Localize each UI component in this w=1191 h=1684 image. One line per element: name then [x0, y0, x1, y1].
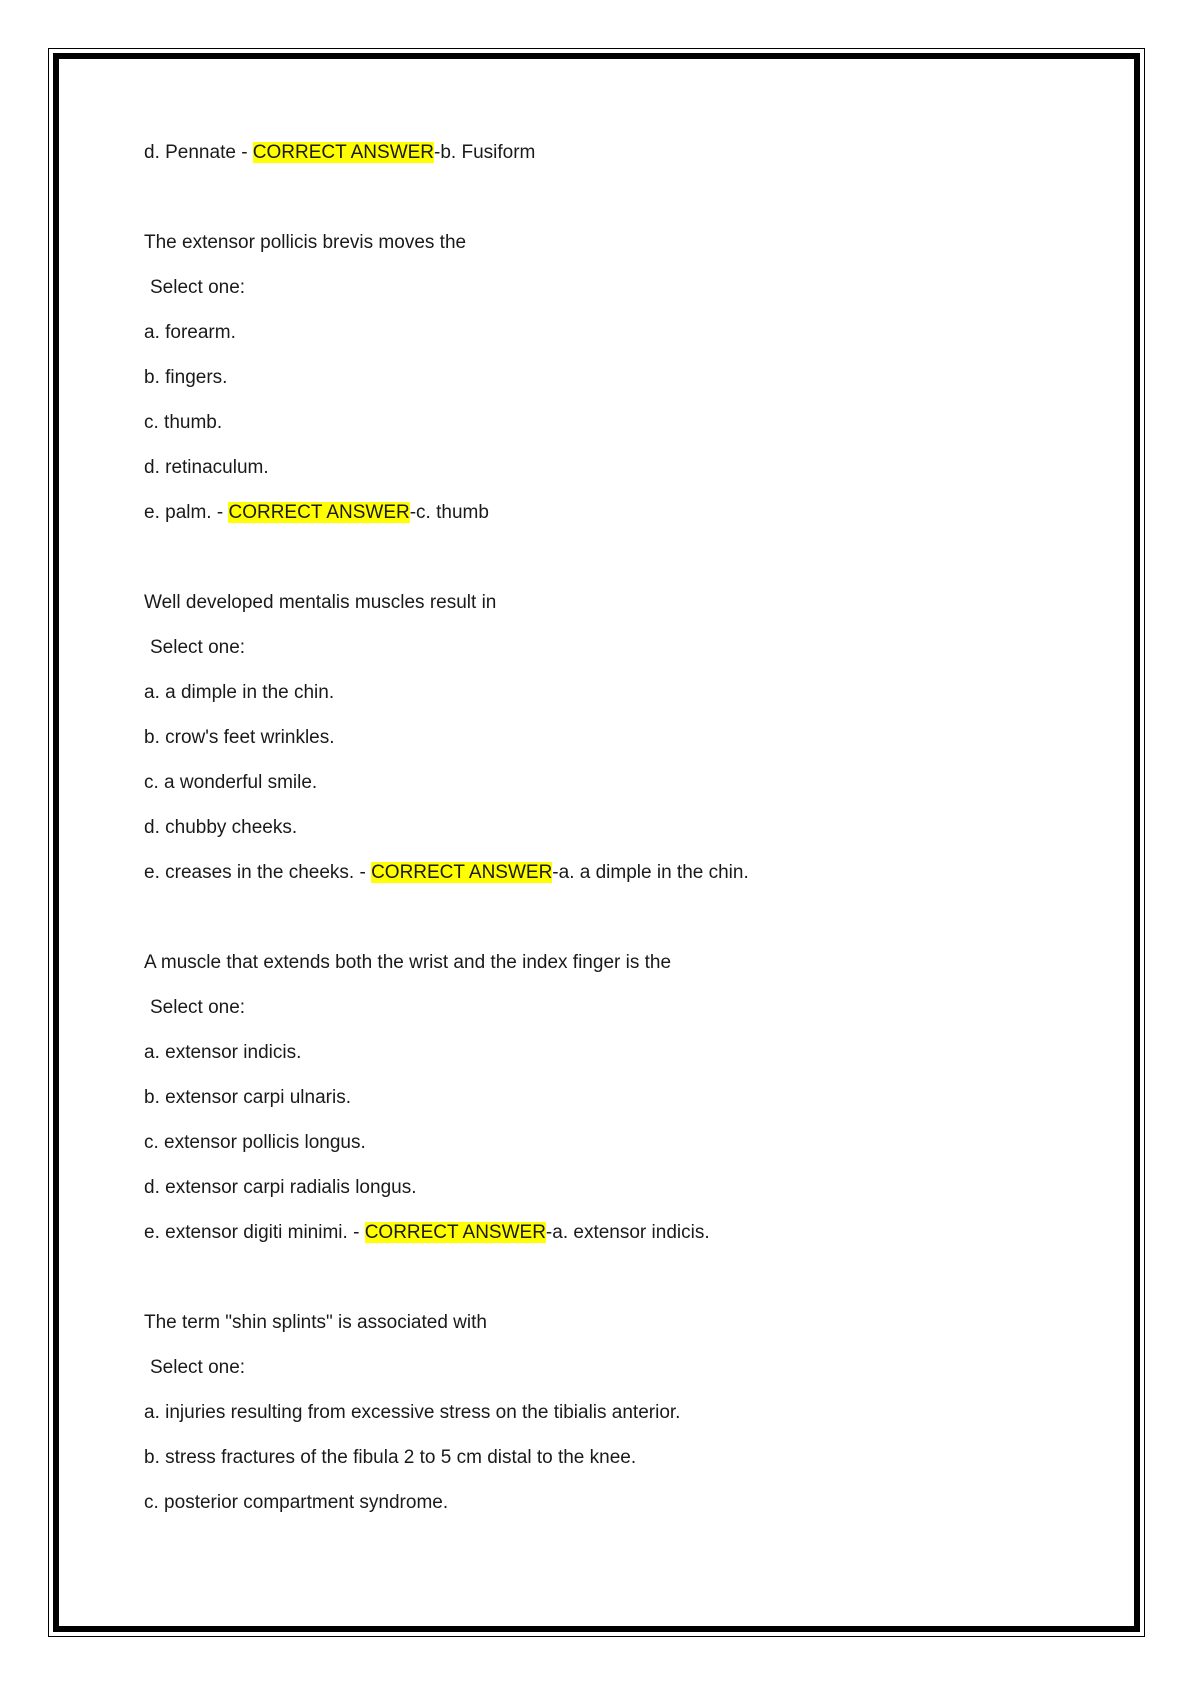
answer-line: e. palm. - CORRECT ANSWER-c. thumb	[144, 502, 489, 523]
option-c: c. extensor pollicis longus.	[144, 1132, 366, 1153]
option-c: c. posterior compartment syndrome.	[144, 1492, 449, 1513]
select-one-label: Select one:	[150, 637, 246, 658]
correct-answer-highlight: CORRECT ANSWER	[228, 502, 410, 523]
option-d: d. retinaculum.	[144, 457, 269, 478]
document-content	[144, 142, 1104, 1537]
correct-answer-highlight: CORRECT ANSWER	[252, 142, 435, 163]
option-a: a. forearm.	[144, 322, 236, 343]
answer-line: d. Pennate - CORRECT ANSWER-b. Fusiform	[144, 142, 536, 163]
answer-line: e. extensor digiti minimi. - CORRECT ANSWER-a. extensor indicis.	[144, 1222, 710, 1243]
option-d: d. extensor carpi radialis longus.	[144, 1177, 417, 1198]
correct-answer-highlight: CORRECT ANSWER	[371, 862, 553, 883]
option-b: b. fingers.	[144, 367, 228, 388]
select-one-label: Select one:	[150, 997, 246, 1018]
question-text: A muscle that extends both the wrist and the index finger is the	[144, 952, 672, 973]
option-c: c. thumb.	[144, 412, 223, 433]
question-text: Well developed mentalis muscles result in	[144, 592, 497, 613]
select-one-label: Select one:	[150, 277, 246, 298]
option-b: b. stress fractures of the fibula 2 to 5 cm distal to the knee.	[144, 1447, 637, 1468]
option-b: b. extensor carpi ulnaris.	[144, 1087, 351, 1108]
correct-answer-highlight: CORRECT ANSWER	[364, 1222, 546, 1243]
question-text: The extensor pollicis brevis moves the	[144, 232, 467, 253]
option-a: a. a dimple in the chin.	[144, 682, 335, 703]
option-c: c. a wonderful smile.	[144, 772, 318, 793]
select-one-label: Select one:	[150, 1357, 246, 1378]
option-a: a. injuries resulting from excessive stress on the tibialis anterior.	[144, 1402, 681, 1423]
question-text: The term "shin splints" is associated with	[144, 1312, 487, 1333]
option-a: a. extensor indicis.	[144, 1042, 302, 1063]
option-b: b. crow's feet wrinkles.	[144, 727, 335, 748]
answer-line: e. creases in the cheeks. - CORRECT ANSWER-a. a dimple in the chin.	[144, 862, 749, 883]
option-d: d. chubby cheeks.	[144, 817, 298, 838]
